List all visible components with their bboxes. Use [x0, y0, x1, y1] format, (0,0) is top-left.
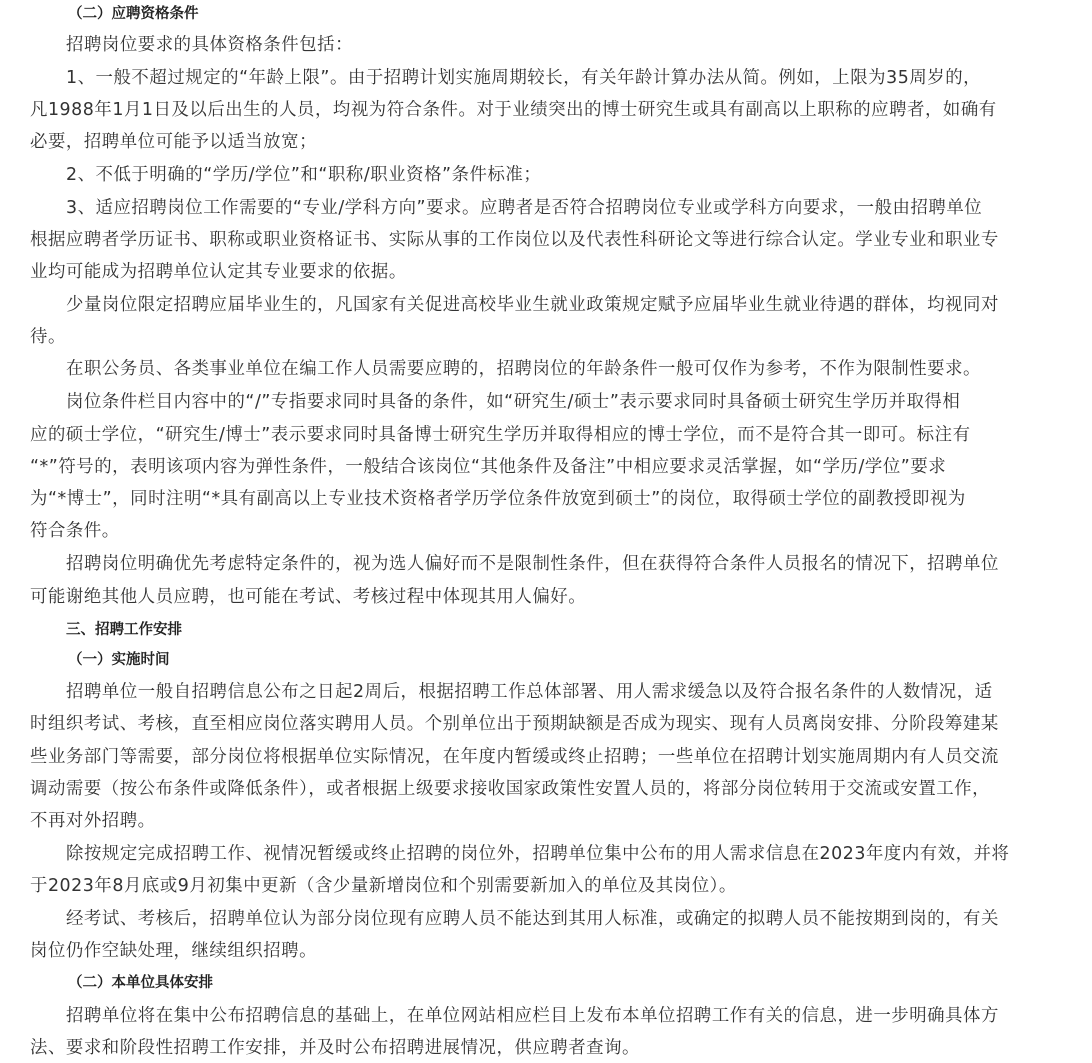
paragraph-line: “*”符号的，表明该项内容为弹性条件，一般结合该岗位“其他条件及备注”中相应要求灵活掌握，如“学历/学位”要求 — [30, 457, 947, 477]
paragraph-line: 根据应聘者学历证书、职称或职业资格证书、实际从事的工作岗位以及代表性科研论文等进行综合认定。学业专业和职业专 — [30, 230, 999, 250]
paragraph-line: 在职公务员、各类事业单位在编工作人员需要应聘的，招聘岗位的年龄条件一般可仅作为参考，不作为限制性要求。 — [66, 359, 981, 379]
paragraph-line: 符合条件。 — [30, 521, 120, 541]
paragraph-line: 应的硕士学位，“研究生/博士”表示要求同时具备博士研究生学历并取得相应的博士学位，而不是符合其一即可。标注有 — [30, 425, 971, 445]
paragraph-line: 法、要求和阶段性招聘工作安排，并及时公布招聘进展情况，供应聘者查询。 — [30, 1038, 640, 1058]
paragraph-line: 为“*博士”，同时注明“*具有副高以上专业技术资格者学历学位条件放宽到硕士”的岗位，取得硕士学位的副教授即视为 — [30, 489, 966, 509]
paragraph-line: 少量岗位限定招聘应届毕业生的，凡国家有关促进高校毕业生就业政策规定赋予应届毕业生就业待遇的群体，均视同对 — [66, 295, 999, 315]
paragraph-line: 经考试、考核后，招聘单位认为部分岗位现有应聘人员不能达到其用人标准，或确定的拟聘人员不能按期到岗的，有关 — [66, 909, 999, 929]
paragraph-line: 可能谢绝其他人员应聘，也可能在考试、考核过程中体现其用人偏好。 — [30, 587, 587, 607]
section-heading-arrangement: 三、招聘工作安排 — [66, 622, 182, 638]
paragraph-line: 业均可能成为招聘单位认定其专业要求的依据。 — [30, 262, 407, 282]
paragraph-line: 不再对外招聘。 — [30, 811, 156, 831]
paragraph-line: 时组织考试、考核，直至相应岗位落实聘用人员。个别单位出于预期缺额是否成为现实、现有人员离岗安排、分阶段筹建某 — [30, 714, 999, 734]
paragraph-line: 除按规定完成招聘工作、视情况暂缓或终止招聘的岗位外，招聘单位集中公布的用人需求信息在2023年度内有效，并将 — [66, 844, 1010, 864]
paragraph-line: 招聘岗位要求的具体资格条件包括： — [66, 35, 354, 55]
section-heading-timing: （一）实施时间 — [68, 652, 170, 668]
paragraph-line: 于2023年8月底或9月初集中更新（含少量新增岗位和个别需要新加入的单位及其岗位）。 — [30, 876, 737, 896]
paragraph-line: 岗位条件栏目内容中的“/”专指要求同时具备的条件，如“研究生/硕士”表示要求同时具备硕士研究生学历并取得相 — [66, 392, 961, 412]
paragraph-line: 调动需要（按公布条件或降低条件），或者根据上级要求接收国家政策性安置人员的，将部分岗位转用于交流或安置工作， — [30, 779, 991, 799]
paragraph-line: 凡1988年1月1日及以后出生的人员，均视为符合条件。对于业绩突出的博士研究生或具有副高以上职称的应聘者，如确有 — [30, 100, 997, 120]
paragraph-line: 招聘单位将在集中公布招聘信息的基础上，在单位网站相应栏目上发布本单位招聘工作有关的信息，进一步明确具体方 — [66, 1006, 999, 1026]
paragraph-line: 2、不低于明确的“学历/学位”和“职称/职业资格”条件标准； — [66, 165, 542, 185]
paragraph-line: 招聘岗位明确优先考虑特定条件的，视为选人偏好而不是限制性条件，但在获得符合条件人员报名的情况下，招聘单位 — [66, 554, 999, 574]
paragraph-line: 1、一般不超过规定的“年龄上限”。由于招聘计划实施周期较长，有关年龄计算办法从简。例如，上限为35周岁的， — [66, 68, 982, 88]
paragraph-line: 必要，招聘单位可能予以适当放宽； — [30, 132, 318, 152]
paragraph-line: 些业务部门等需要，部分岗位将根据单位实际情况，在年度内暂缓或终止招聘；一些单位在招聘计划实施周期内有人员交流 — [30, 747, 999, 767]
paragraph-line: 3、适应招聘岗位工作需要的“专业/学科方向”要求。应聘者是否符合招聘岗位专业或学科方向要求，一般由招聘单位 — [66, 198, 983, 218]
paragraph-line: 待。 — [30, 327, 66, 347]
section-heading-unit-arrangement: （二）本单位具体安排 — [68, 975, 213, 991]
section-heading-qualifications: （二）应聘资格条件 — [68, 6, 199, 22]
paragraph-line: 岗位仍作空缺处理，继续组织招聘。 — [30, 941, 318, 961]
paragraph-line: 招聘单位一般自招聘信息公布之日起2周后，根据招聘工作总体部署、用人需求缓急以及符合报名条件的人数情况，适 — [66, 682, 993, 702]
